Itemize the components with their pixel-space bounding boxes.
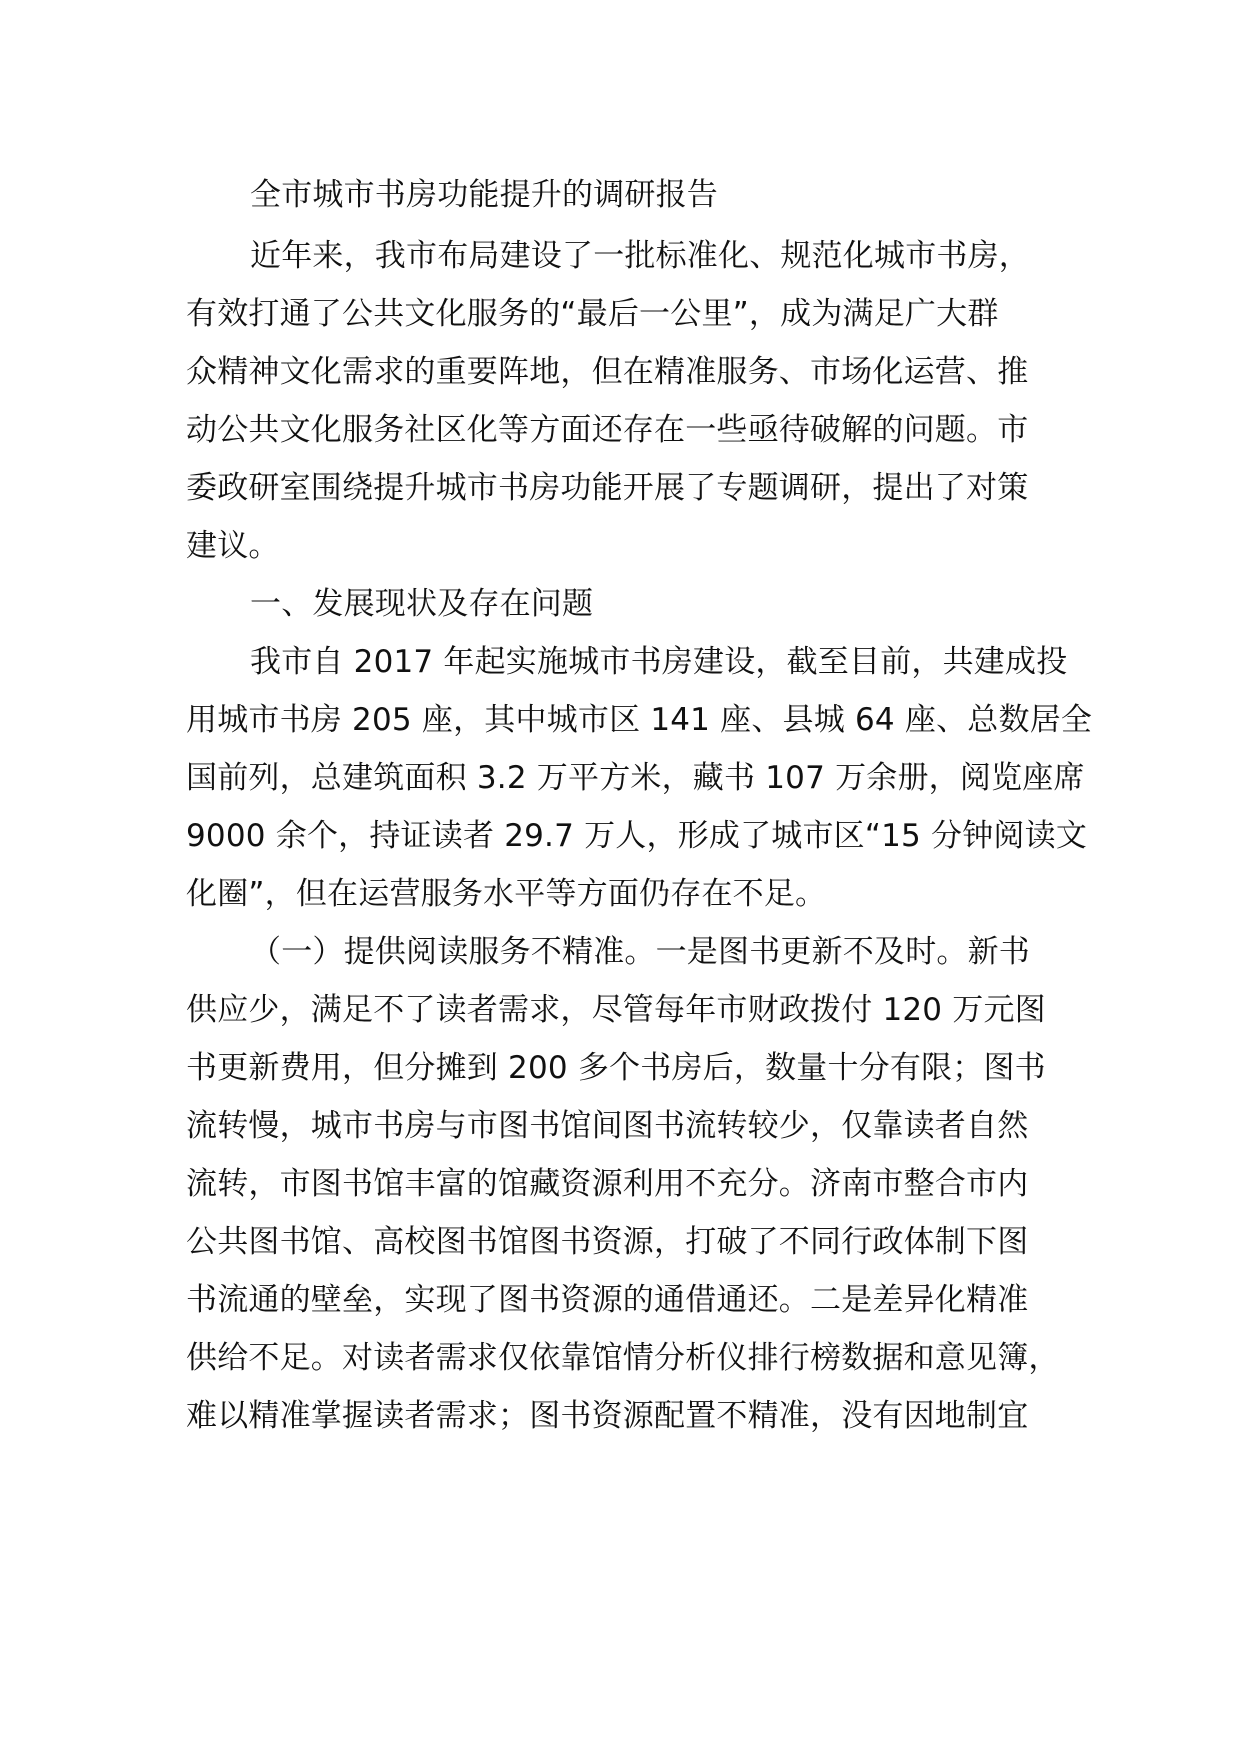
paragraph-line: 建议。 xyxy=(186,528,280,564)
paragraph-line: 9000 余个，持证读者 29.7 万人，形成了城市区“15 分钟阅读文 xyxy=(186,818,1088,854)
paragraph-line: 我市自 2017 年起实施城市书房建设，截至目前，共建成投 xyxy=(250,644,1068,680)
paragraph-line: 近年来，我市布局建设了一批标准化、规范化城市书房， xyxy=(250,238,1030,274)
section-heading: 一、发展现状及存在问题 xyxy=(250,586,594,622)
paragraph-line: 公共图书馆、高校图书馆图书资源，打破了不同行政体制下图 xyxy=(186,1224,1029,1260)
paragraph-line: 有效打通了公共文化服务的“最后一公里”，成为满足广大群 xyxy=(186,296,999,332)
paragraph-line: 流转慢，城市书房与市图书馆间图书流转较少，仅靠读者自然 xyxy=(186,1108,1029,1144)
paragraph-line: 国前列，总建筑面积 3.2 万平方米，藏书 107 万余册，阅览座席 xyxy=(186,760,1085,796)
paragraph-line: 难以精准掌握读者需求；图书资源配置不精准，没有因地制宜 xyxy=(186,1398,1029,1434)
paragraph-line: 委政研室围绕提升城市书房功能开展了专题调研，提出了对策 xyxy=(186,470,1029,506)
paragraph-line: 化圈”，但在运营服务水平等方面仍存在不足。 xyxy=(186,876,827,912)
paragraph-line: 供应少，满足不了读者需求，尽管每年市财政拨付 120 万元图 xyxy=(186,992,1046,1028)
paragraph-line: 动公共文化服务社区化等方面还存在一些亟待破解的问题。市 xyxy=(186,412,1029,448)
paragraph-line: 用城市书房 205 座，其中城市区 141 座、县城 64 座、总数居全 xyxy=(186,702,1093,738)
paragraph-line: 书流通的壁垒，实现了图书资源的通借通还。二是差异化精准 xyxy=(186,1282,1029,1318)
paragraph-line: 众精神文化需求的重要阵地，但在精准服务、市场化运营、推 xyxy=(186,354,1029,390)
paragraph-line: 流转，市图书馆丰富的馆藏资源利用不充分。济南市整合市内 xyxy=(186,1166,1029,1202)
paragraph-line: 书更新费用，但分摊到 200 多个书房后，数量十分有限；图书 xyxy=(186,1050,1046,1086)
subsection-paragraph-line: （一）提供阅读服务不精准。一是图书更新不及时。新书 xyxy=(250,934,1030,970)
report-title: 全市城市书房功能提升的调研报告 xyxy=(250,177,718,213)
paragraph-line: 供给不足。对读者需求仅依靠馆情分析仪排行榜数据和意见簿， xyxy=(186,1340,1060,1376)
